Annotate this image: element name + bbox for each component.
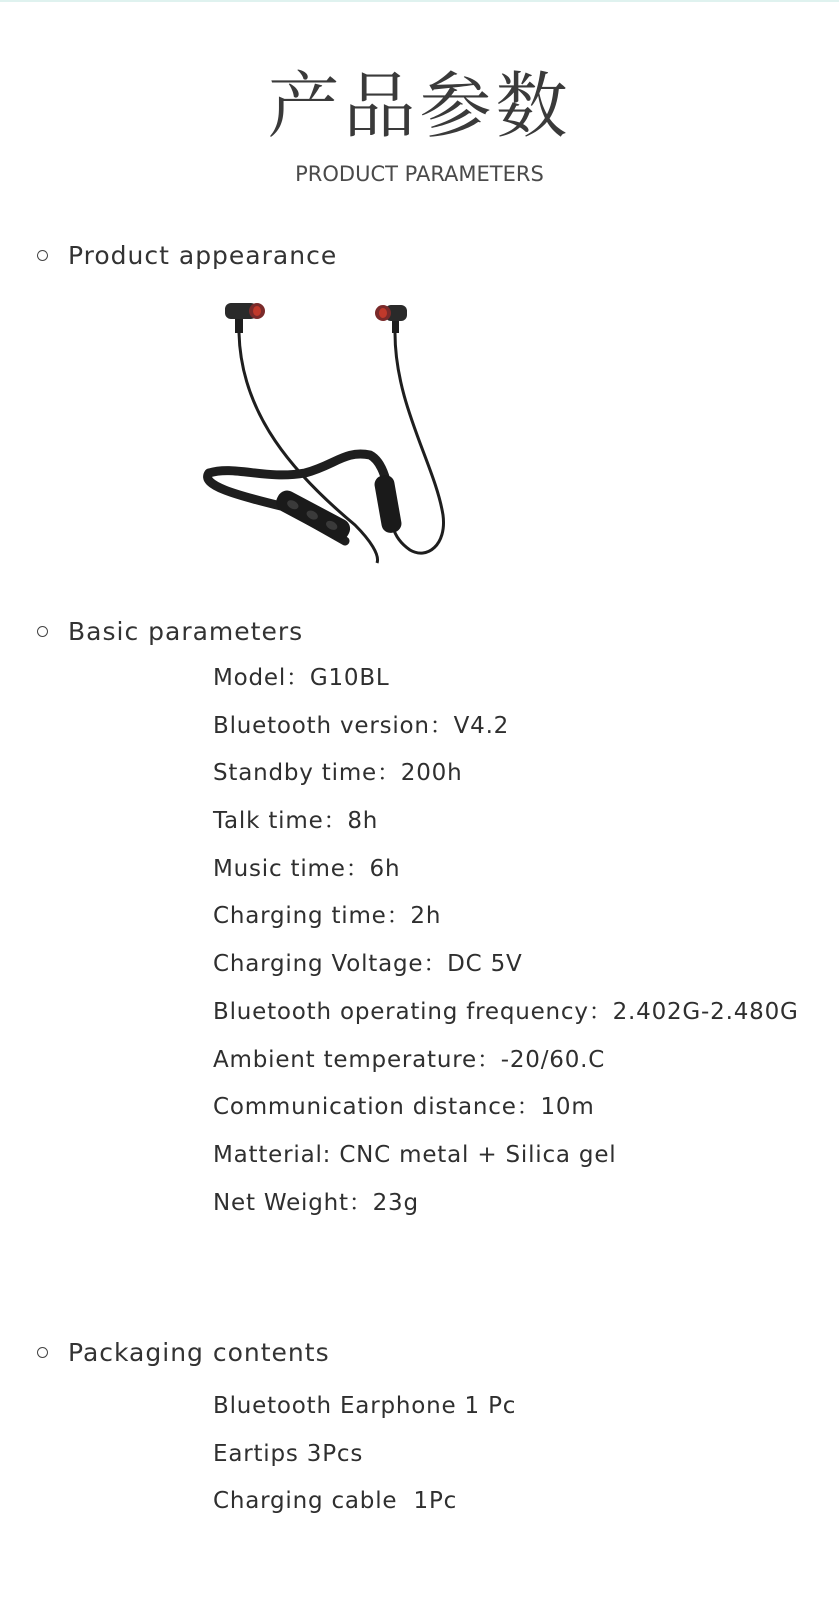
list-item: Ambient temperature：-20/60.C <box>213 1046 606 1073</box>
page-title: 产品参数 <box>267 64 572 148</box>
list-item: Standby time：200h <box>213 760 463 787</box>
section-heading-appearance <box>37 239 337 271</box>
packaging-contents-list <box>213 1388 516 1531</box>
section-label: Product appearance <box>68 240 338 270</box>
page-subtitle: PRODUCT PARAMETERS <box>295 162 544 186</box>
list-item: Charging Voltage：DC 5V <box>213 951 523 978</box>
list-item: Talk time：8h <box>213 808 379 835</box>
neckband-earphone-image <box>195 295 455 575</box>
list-item: Charging cable 1Pc <box>213 1488 458 1515</box>
section-heading-basic <box>37 615 303 647</box>
circle-bullet-icon <box>37 626 48 637</box>
list-item: Communication distance：10m <box>213 1094 595 1121</box>
list-item: Eartips 3Pcs <box>213 1440 364 1467</box>
list-item: Music time：6h <box>213 855 401 882</box>
remote-control <box>273 487 354 544</box>
list-item: Charging time：2h <box>213 903 442 930</box>
list-item: Net Weight：23g <box>213 1189 419 1216</box>
list-item: Bluetooth operating frequency：2.402G-2.480G <box>213 998 799 1025</box>
basic-parameters-list <box>213 660 799 1232</box>
circle-bullet-icon <box>37 250 48 261</box>
section-label: Packaging contents <box>68 1337 330 1367</box>
battery-pod <box>373 474 403 535</box>
top-divider <box>0 0 839 2</box>
section-heading-packaging <box>37 1336 330 1368</box>
section-label: Basic parameters <box>68 616 304 646</box>
list-item: Bluetooth Earphone 1 Pc <box>213 1393 517 1419</box>
left-earbud <box>225 303 265 333</box>
list-item: Bluetooth version：V4.2 <box>213 712 510 739</box>
circle-bullet-icon <box>37 1347 48 1358</box>
right-earbud <box>375 305 407 333</box>
list-item: Matterial: CNC metal + Silica gel <box>213 1141 617 1168</box>
list-item: Model：G10BL <box>213 665 390 691</box>
